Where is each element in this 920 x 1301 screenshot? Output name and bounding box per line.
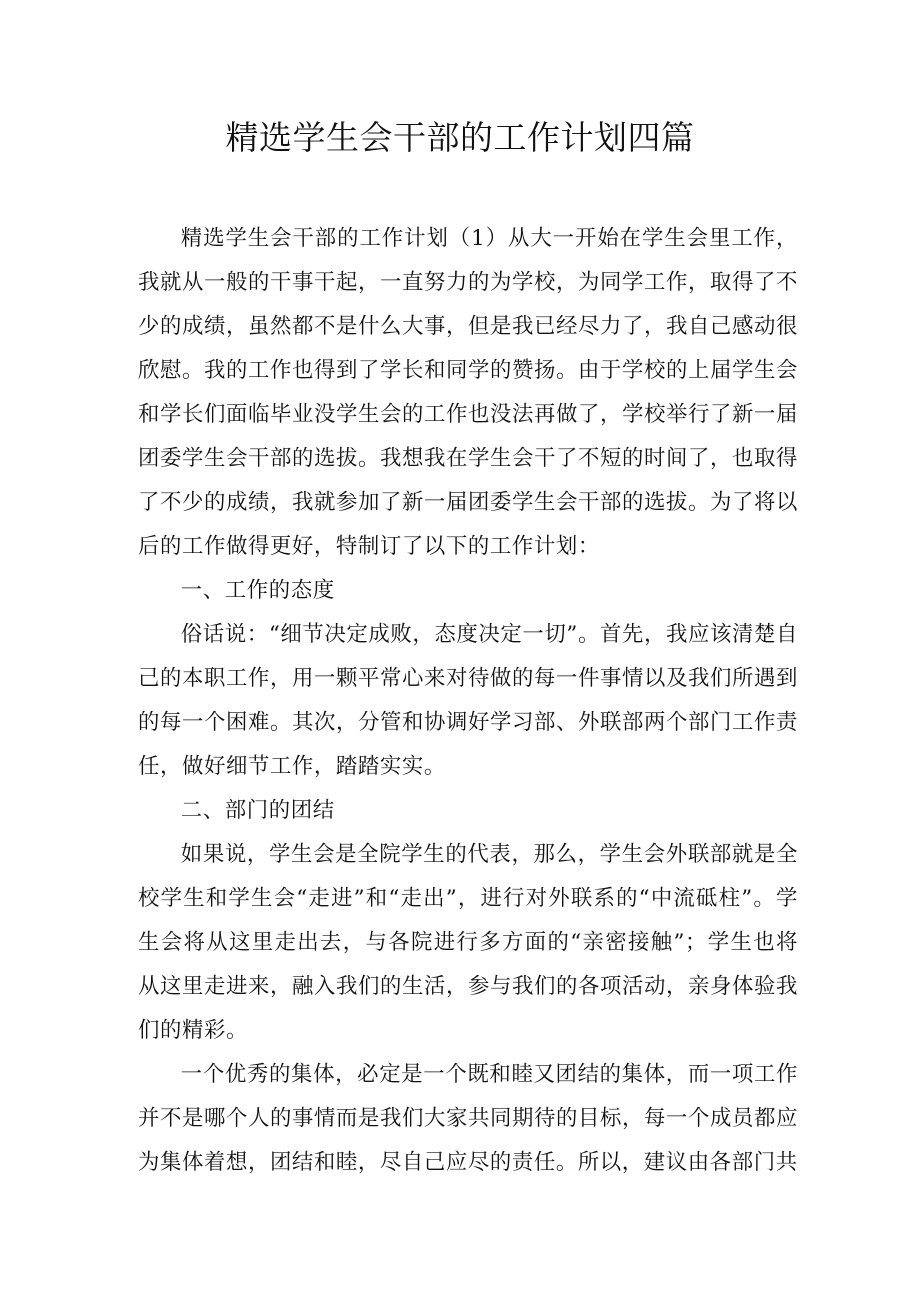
document-title: 精选学生会干部的工作计划四篇 — [225, 118, 695, 157]
unity-paragraph: 如果说，学生会是全院学生的代表，那么，学生会外联部就是全校学生和学生会“走进”和“走出”，进行对外联系的“中流砥柱”。学生会将从这里走出去，与各院进行多方面的“亲密接触”；学生也将从这里走进来，融入我们的生活，参与我们的各项活动，亲身体验我们的精彩。 — [138, 842, 798, 1043]
section-heading-attitude: 一、工作的态度 — [180, 578, 335, 603]
intro-paragraph: 精选学生会干部的工作计划（1）从大一开始在学生会里工作，我就从一般的干事干起，一直努力的为学校，为同学工作，取得了不少的成绩，虽然都不是什么大事，但是我已经尽力了，我自己感动很欣慰。我的工作也得到了学长和同学的赞扬。由于学校的上届学生会和学长们面临毕业没学生会的工作也没法再做了，学校举行了新一届团委学生会干部的选拔。我想我在学生会干了不短的时间了，也取得了不少的成绩，我就参加了新一届团委学生会干部的选拔。为了将以后的工作做得更好，特制订了以下的工作计划： — [138, 226, 798, 559]
attitude-paragraph: 俗话说：“细节决定成败，态度决定一切”。首先，我应该清楚自己的本职工作，用一颗平常心来对待做的每一件事情以及我们所遇到的每一个困难。其次，分管和协调好学习部、外联部两个部门工作责任，做好细节工作，踏踏实实。 — [138, 622, 798, 779]
section-heading-unity: 二、部门的团结 — [180, 798, 335, 823]
document-body — [138, 217, 798, 1185]
collective-paragraph: 一个优秀的集体，必定是一个既和睦又团结的集体，而一项工作并不是哪个人的事情而是我们大家共同期待的目标，每一个成员都应为集体着想，团结和睦，尽自己应尽的责任。所以，建议由各部门共 — [138, 1062, 798, 1175]
